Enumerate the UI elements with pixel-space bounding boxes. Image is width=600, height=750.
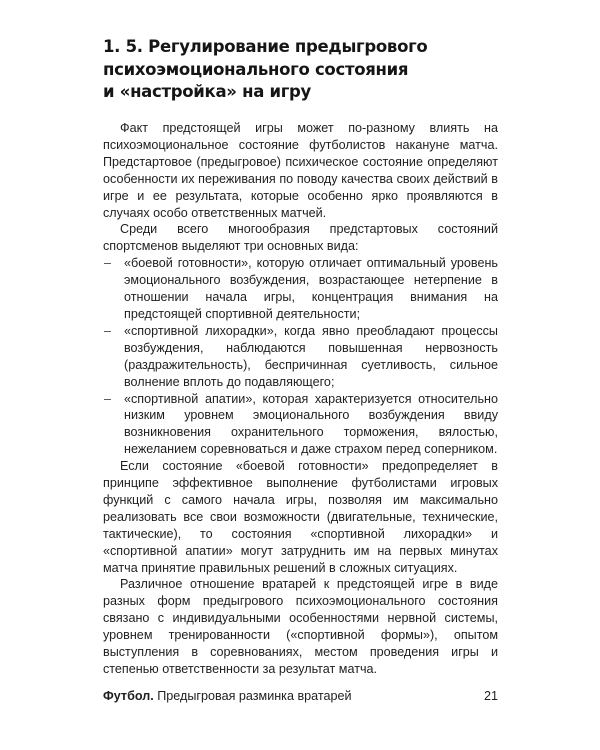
body-text bbox=[103, 120, 498, 678]
list-item-text: «боевой готовности», которую отличает оптимальный уровень эмоционального возбуждения, возрастающее нетерпение в отношении начала игры, концентрация внимания на предстоящей спортивной деятельности; bbox=[124, 256, 498, 321]
list-item-sports-apathy bbox=[103, 391, 498, 459]
footer-subtitle: Предыгровая разминка вратарей bbox=[157, 689, 352, 703]
heading-line-3: и «настройка» на игру bbox=[103, 82, 312, 101]
list-item-combat-readiness bbox=[103, 255, 498, 323]
list-item-text: «спортивной апатии», которая характеризуется относительно низким уровнем эмоционального возбуждения ввиду возникновения охранительного торможения, вялостью, нежеланием соревноваться и даже страхом перед соперником. bbox=[124, 391, 498, 457]
heading-line-1: 1. 5. Регулирование предыгрового bbox=[103, 37, 428, 56]
footer-book-title: Футбол. bbox=[103, 689, 154, 703]
list-item-sports-fever bbox=[103, 323, 498, 391]
list-dash: – bbox=[104, 391, 112, 406]
paragraph-types-intro: Среди всего многообразия предстартовых состояний спортсменов выделяют три основных вида: bbox=[103, 222, 498, 254]
heading-line-2: психоэмоционального состояния bbox=[103, 59, 409, 79]
section-heading bbox=[103, 36, 503, 104]
list-dash: – bbox=[104, 256, 112, 271]
list-item-text: «спортивной лихорадки», когда явно преобладают процессы возбуждения, наблюдаются повышенная нервозность (раздражительность), беспричинная суетливость, сильное волнение вплоть до подавляющего; bbox=[124, 323, 498, 389]
paragraph-intro: Факт предстоящей игры может по-разному влиять на психоэмоциональное состояние футболистов накануне матча. Предстартовое (предыгровое) психическое состояние определяют особенности их переживания по поводу качества своих действий в игре и ее результата, которые особенно ярко проявляются в случаях особо ответственных матчей. bbox=[103, 121, 498, 220]
page-number: 21 bbox=[483, 689, 498, 703]
paragraph-effects: Если состояние «боевой готовности» предопределяет в принципе эффективное выполнение футболистами игровых функций с самого начала игры, позволяя им максимально реализовать все свои возможности (двигательные, технические, тактические), то состояния «спортивной лихорадки» и «спортивной апатии» могут затруднить им на первых минутах матча принятие правильных решений в сложных ситуациях. bbox=[103, 459, 498, 575]
paragraph-goalkeepers: Различное отношение вратарей к предстоящей игре в виде разных форм предыгрового психоэмоционального состояния связано с индивидуальными особенностями нервной системы, уровнем тренированности («спортивной формы»), опытом выступления в соревнованиях, местом проведения игры и степенью ответственности за результат матча. bbox=[103, 577, 498, 676]
page-footer bbox=[103, 688, 498, 704]
state-types-list bbox=[103, 255, 498, 458]
list-dash: – bbox=[104, 323, 112, 338]
